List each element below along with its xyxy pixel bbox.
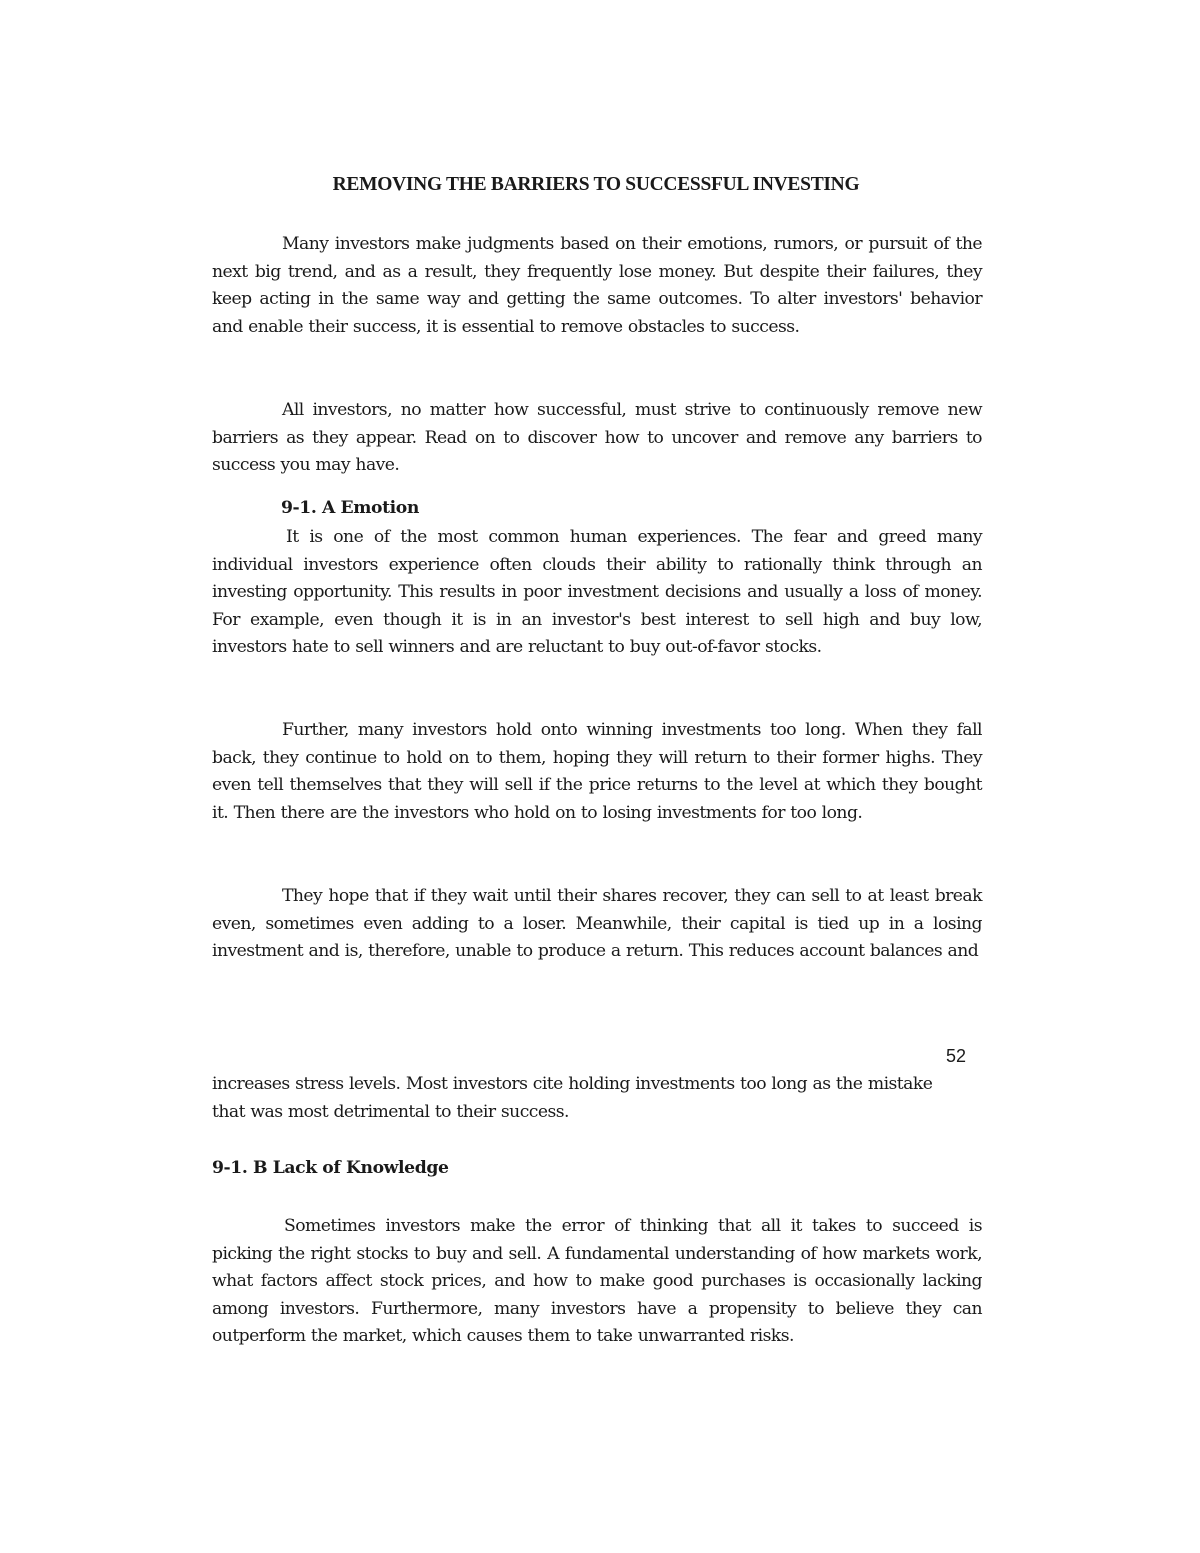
intro-paragraph-2: All investors, no matter how successful, must strive to continuously remove new barriers as they appear. Read on to discover how to uncover and remove any barriers to success you may have. [212, 400, 982, 475]
page-number: 52 [946, 1046, 967, 1066]
section-heading-lack-of-knowledge: 9-1. B Lack of Knowledge [212, 1158, 449, 1178]
emotion-paragraph-3: They hope that if they wait until their shares recover, they can sell to at least break even, sometimes even adding to a loser. Meanwhile, their capital is tied up in a losing investment and is, therefore, unable to produce a return. This reduces account balances and [212, 886, 982, 961]
emotion-paragraph-4: increases stress levels. Most investors cite holding investments too long as the mistake that was most detrimental to their success. [212, 1074, 933, 1122]
intro-paragraph-1: Many investors make judgments based on their emotions, rumors, or pursuit of the next big trend, and as a result, they frequently lose money. But despite their failures, they keep acting in the same way and getting the same outcomes. To alter investors' behavior and enable their success, it is essential to remove obstacles to success. [212, 234, 982, 337]
knowledge-paragraph-1: Sometimes investors make the error of thinking that all it takes to succeed is picking the right stocks to buy and sell. A fundamental understanding of how markets work, what factors affect stock prices, and how to make good purchases is occasionally lacking among investors. Furthermore, many investors have a propensity to believe they can outperform the market, which causes them to take unwarranted risks. [212, 1216, 982, 1346]
emotion-paragraph-2: Further, many investors hold onto winning investments too long. When they fall back, they continue to hold on to them, hoping they will return to their former highs. They even tell themselves that they will sell if the price returns to the level at which they bought it. Then there are the investors who hold on to losing investments for too long. [212, 720, 982, 823]
document-title: REMOVING THE BARRIERS TO SUCCESSFUL INVESTING [332, 174, 860, 195]
section-heading-emotion: 9-1. A Emotion [281, 498, 419, 518]
emotion-paragraph-1: It is one of the most common human experiences. The fear and greed many individual investors experience often clouds their ability to rationally think through an investing opportunity. This results in poor investment decisions and usually a loss of money. For example, even though it is in an investor's best interest to sell high and buy low, investors hate to sell winners and are reluctant to buy out-of-favor stocks. [212, 527, 982, 657]
